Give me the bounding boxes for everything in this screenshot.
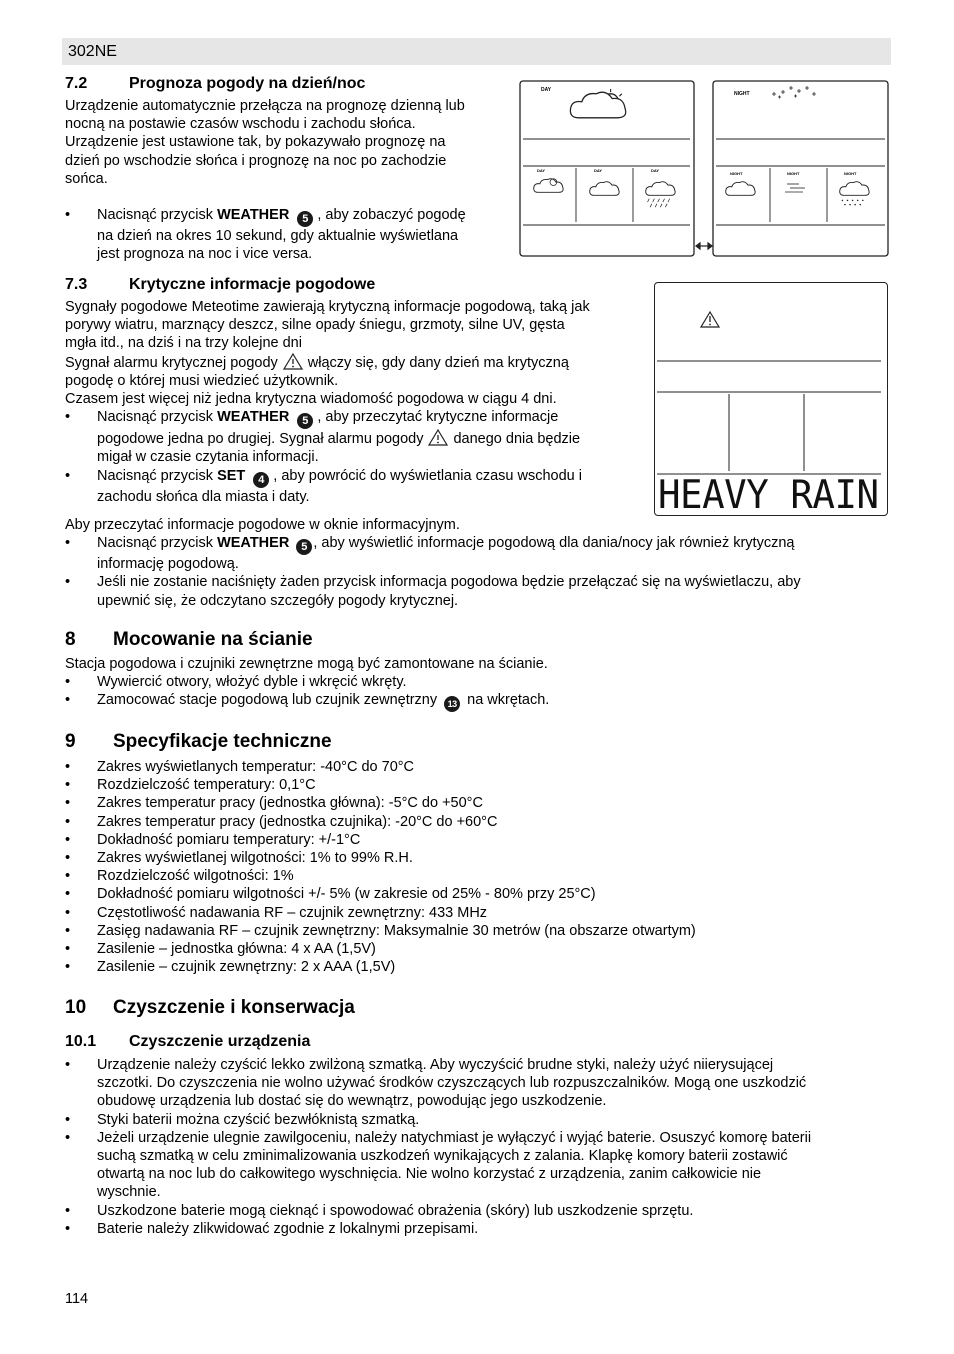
list-item: • Zasilenie – jednostka główna: 4 x AA (1,5V) xyxy=(65,940,890,958)
bullet-item: • Nacisnąć przycisk WEATHER 5 , aby zobaczyć pogodę na dzień na okres 10 sekund, gdy aktualnie wyświetlana jest prognoza na noc i vice versa. xyxy=(65,206,515,263)
list-item: • Urządzenie należy czyścić lekko zwilżoną szmatką. Aby wyczyścić brudne styki, należy użyć niierysującej szczotki. Do czyszczenia nie wolno używać środków czyszczących lub rozpuszczalników. Mogą one uszkodzić obudowę urządzenia lub dostać się do wewnątrz, powodując jego uszkodzenie. xyxy=(65,1056,890,1111)
night-small-label-3: NIGHT xyxy=(844,171,857,176)
section-number: 7.3 xyxy=(65,276,88,293)
section-7-2-intro xyxy=(65,97,510,188)
key-weather: WEATHER xyxy=(217,535,290,552)
section-title: Mocowanie na ścianie xyxy=(113,629,313,650)
critical-weather-lcd xyxy=(654,282,888,516)
section-7-2-heading xyxy=(65,74,365,93)
button-number-icon: 4 xyxy=(253,472,269,488)
key-weather: WEATHER xyxy=(217,409,290,426)
list-item: • Uszkodzone baterie mogą cieknąć i spowodować obrażenia (skóry) lub uszkodzenie sprzętu. xyxy=(65,1202,890,1220)
section-number: 8 xyxy=(65,629,76,650)
button-number-icon: 5 xyxy=(296,539,312,555)
night-small-label-2: NIGHT xyxy=(787,171,800,176)
section-number: 7.2 xyxy=(65,75,88,92)
day-night-lcd-illustration xyxy=(519,80,891,258)
bullet-item: • Wywiercić otwory, włożyć dyble i wkręcić wkręty. xyxy=(65,673,890,691)
bullet-item xyxy=(65,573,890,609)
list-item: • Zasięg nadawania RF – czujnik zewnętrzny: Maksymalnie 30 metrów (na obszarze otwartym) xyxy=(65,922,890,940)
section-8-body xyxy=(65,655,890,712)
text-line: Czasem jest więcej niż jedna krytyczna wiadomość pogodowa w ciągu 4 dni. xyxy=(65,391,557,408)
text-line: Sygnały pogodowe Meteotime zawierają krytyczną informacje pogodową, taką jak xyxy=(65,299,590,315)
section-title: Specyfikacje techniczne xyxy=(113,731,332,752)
section-number: 9 xyxy=(65,731,76,752)
section-9-heading xyxy=(65,731,332,753)
text-line: pogodę o której musi wiedzieć użytkownik. xyxy=(65,372,339,389)
bullet-item: • Zamocować stacje pogodową lub czujnik zewnętrzny 13 na wkrętach. xyxy=(65,691,890,712)
text-line: upewnić się, że odczytano szczegóły pogody krytycznej. xyxy=(97,592,459,609)
day-small-label-1: DAY xyxy=(537,168,546,173)
list-item: • Zakres temperatur pracy (jednostka główna): -5°C do +50°C xyxy=(65,794,890,812)
text-line: porywy wiatru, marznący deszcz, silne opady śniegu, grzmoty, silne UV, gęsta xyxy=(65,317,565,334)
text-line: Aby przeczytać informacje pogodowe w oknie informacyjnym. xyxy=(65,517,460,533)
key-weather: WEATHER xyxy=(217,207,290,223)
text-line: informację pogodową. xyxy=(97,556,239,573)
section-number: 10.1 xyxy=(65,1033,97,1050)
warning-icon xyxy=(283,353,303,370)
button-number-icon: 5 xyxy=(297,211,313,227)
text-line: sońca. xyxy=(65,170,108,187)
model-label: 302NE xyxy=(68,43,117,60)
section-10-1-heading xyxy=(65,1032,310,1051)
text-line: jest prognoza na noc i vice versa. xyxy=(97,246,313,263)
bullet-item: • Nacisnąć przycisk WEATHER 5 , aby wyświetlić informacje pogodową dla dania/nocy jak również krytyczną informację pogodową. xyxy=(65,534,890,573)
day-small-label-3: DAY xyxy=(651,168,660,173)
text-line: migał w czasie czytania informacji. xyxy=(97,449,319,466)
list-item: • Częstotliwość nadawania RF – czujnik zewnętrzny: 433 MHz xyxy=(65,904,890,922)
day-label: DAY xyxy=(541,87,552,93)
list-item: • Zakres wyświetlanych temperatur: -40°C do 70°C xyxy=(65,758,890,776)
text-line: Urządzenie jest ustawione tak, by pokazywało prognozę na xyxy=(65,134,446,151)
bullet-item: • Nacisnąć przycisk WEATHER 5 , aby przeczytać krytyczne informacje pogodowe jedna po drugiej. Sygnał alarmu pogody danego dnia będzie migał w czasie czytania informacji. xyxy=(65,408,645,466)
text-line: dzień po wschodzie słońca i prognozę na noc po zachodzie xyxy=(65,152,447,169)
text-line: na dzień na okres 10 sekund, gdy aktualnie wyświetlana xyxy=(97,228,459,244)
list-item: • Zakres wyświetlanej wilgotności: 1% to 99% R.H. xyxy=(65,849,890,867)
section-number: 10 xyxy=(65,997,87,1018)
list-item: • Rozdzielczość temperatury: 0,1°C xyxy=(65,776,890,794)
section-7-3-continued xyxy=(65,516,890,610)
text-line: Sygnał alarmu krytycznej pogody włączy się, gdy dany dzień ma krytyczną xyxy=(65,354,569,371)
list-item: • Styki baterii można czyścić bezwłóknistą szmatką. xyxy=(65,1111,890,1129)
night-small-label-1: NIGHT xyxy=(730,171,743,176)
list-item: • Dokładność pomiaru wilgotności +/- 5% (w zakresie od 25% - 80% przy 25°C) xyxy=(65,885,890,903)
text-line: Stacja pogodowa i czujniki zewnętrzne mogą być zamontowane na ścianie. xyxy=(65,656,548,672)
list-item: • Baterie należy zlikwidować zgodnie z lokalnymi przepisami. xyxy=(65,1220,890,1238)
list-item: • Zasilenie – czujnik zewnętrzny: 2 x AAA (1,5V) xyxy=(65,958,890,976)
section-7-3-body xyxy=(65,298,645,506)
section-title: Krytyczne informacje pogodowe xyxy=(129,276,376,293)
button-number-icon: 5 xyxy=(297,413,313,429)
lcd-message: HEAVY RAIN xyxy=(658,479,879,515)
key-set: SET xyxy=(217,467,246,484)
cleaning-list xyxy=(65,1056,890,1238)
text-line: • Jeśli nie zostanie naciśnięty żaden przycisk informacja pogodowa będzie przełączać się na wyświetlaczu, aby xyxy=(97,574,801,591)
section-title: Prognoza pogody na dzień/noc xyxy=(129,75,366,92)
section-title: Czyszczenie i konserwacja xyxy=(113,997,355,1018)
page-number: 114 xyxy=(65,1291,89,1307)
text-line: mgła itd., na dziś i na trzy kolejne dni xyxy=(65,335,302,352)
text-line: Urządzenie automatycznie przełącza na prognozę dzienną lub xyxy=(65,98,465,114)
list-item: • Dokładność pomiaru temperatury: +/-1°C xyxy=(65,831,890,849)
spec-list xyxy=(65,758,890,976)
section-title: Czyszczenie urządzenia xyxy=(129,1033,311,1050)
text-line: zachodu słońca dla miasta i daty. xyxy=(97,488,310,505)
night-label: NIGHT xyxy=(734,91,750,97)
section-8-heading xyxy=(65,629,313,651)
day-small-label-2: DAY xyxy=(594,168,603,173)
day-night-figure xyxy=(519,80,891,258)
header-bar xyxy=(62,38,891,65)
section-10-heading xyxy=(65,997,355,1019)
section-7-3-heading xyxy=(65,275,375,294)
text-line: nocną na postawie czasów wschodu i zachodu słońca. xyxy=(65,116,416,133)
list-item: • Zakres temperatur pracy (jednostka czujnika): -20°C do +60°C xyxy=(65,813,890,831)
button-number-icon: 13 xyxy=(444,696,460,712)
warning-icon xyxy=(428,429,448,446)
list-item: • Jeżeli urządzenie ulegnie zawilgoceniu, należy natychmiast je wyłączyć i wyjąć baterie. Osuszyć komorę baterii suchą szmatką w celu zminimalizowania uszkodzeń wynikających z zalania. Klapkę komory baterii zostawić otwartą na noc lub do całkowitego wyschnięcia. Nie wolno korzystać z urządzenia, zanim całkowicie nie wyschnie. xyxy=(65,1129,890,1202)
bullet-item: • Nacisnąć przycisk SET 4 , aby powrócić do wyświetlania czasu wschodu i zachodu słońca dla miasta i daty. xyxy=(65,467,645,506)
list-item: • Rozdzielczość wilgotności: 1% xyxy=(65,867,890,885)
